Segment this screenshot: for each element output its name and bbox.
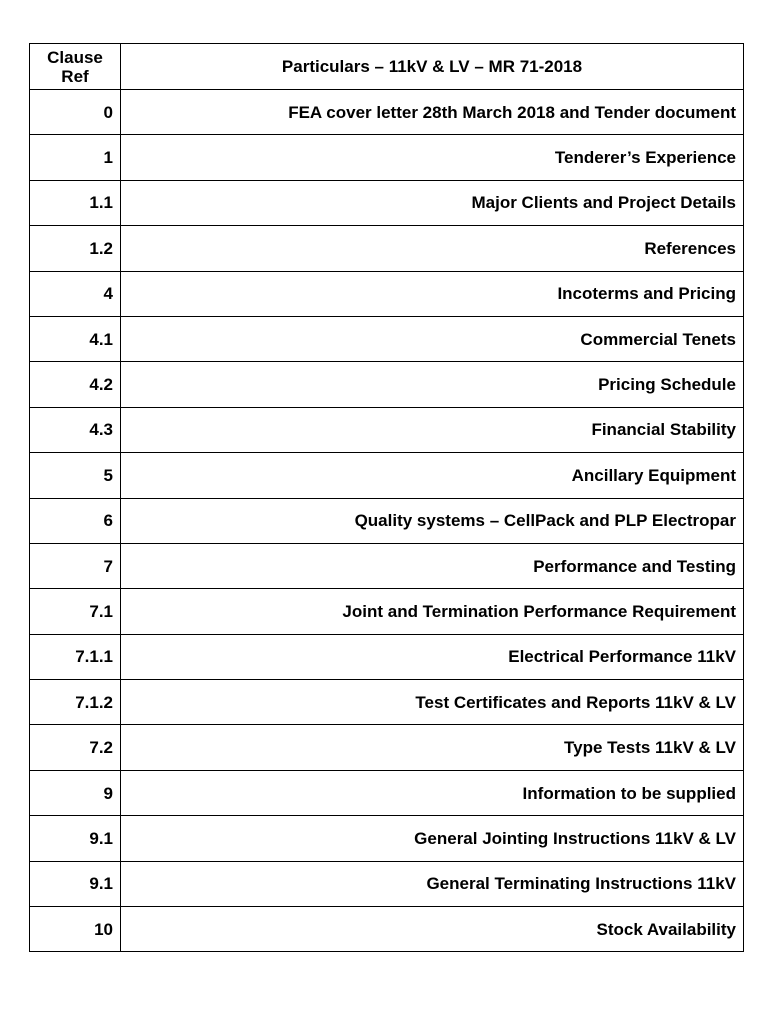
particulars-cell: Financial Stability [121,407,744,452]
table-row [30,498,744,543]
clause-ref-cell: 1.2 [30,226,121,271]
clause-ref-cell: 10 [30,907,121,952]
clause-ref-cell: 0 [30,90,121,135]
clause-ref-header-line2: Ref [61,66,89,86]
particulars-cell: General Terminating Instructions 11kV [121,861,744,906]
clause-table [29,43,744,952]
particulars-cell: FEA cover letter 28th March 2018 and Tender document [121,90,744,135]
table-row [30,362,744,407]
clause-ref-cell: 7.1.1 [30,634,121,679]
particulars-cell: Pricing Schedule [121,362,744,407]
table-body [30,90,744,952]
particulars-cell: Type Tests 11kV & LV [121,725,744,770]
table-row [30,634,744,679]
clause-ref-cell: 4.1 [30,316,121,361]
clause-ref-cell: 7 [30,543,121,588]
table-row [30,271,744,316]
particulars-cell: References [121,226,744,271]
particulars-cell: Performance and Testing [121,543,744,588]
table-row [30,725,744,770]
clause-ref-cell: 6 [30,498,121,543]
table-row [30,453,744,498]
particulars-cell: Joint and Termination Performance Requirement [121,589,744,634]
table-row [30,861,744,906]
particulars-cell: General Jointing Instructions 11kV & LV [121,816,744,861]
clause-ref-cell: 9.1 [30,861,121,906]
particulars-cell: Information to be supplied [121,770,744,815]
clause-ref-cell: 4.2 [30,362,121,407]
table-row [30,907,744,952]
clause-ref-cell: 7.2 [30,725,121,770]
table-header-row [30,44,744,90]
table-row [30,816,744,861]
clause-ref-header [30,44,121,90]
table-row [30,90,744,135]
clause-ref-cell: 7.1.2 [30,680,121,725]
clause-ref-cell: 4.3 [30,407,121,452]
particulars-cell: Major Clients and Project Details [121,180,744,225]
clause-ref-cell: 5 [30,453,121,498]
table-row [30,589,744,634]
particulars-header: Particulars – 11kV & LV – MR 71-2018 [121,44,744,90]
particulars-cell: Electrical Performance 11kV [121,634,744,679]
table-row [30,770,744,815]
particulars-cell: Quality systems – CellPack and PLP Electropar [121,498,744,543]
table-row [30,226,744,271]
table-row [30,407,744,452]
clause-ref-cell: 9 [30,770,121,815]
particulars-cell: Tenderer’s Experience [121,135,744,180]
table-row [30,543,744,588]
particulars-cell: Stock Availability [121,907,744,952]
clause-ref-header-line1: Clause [47,47,103,67]
particulars-cell: Test Certificates and Reports 11kV & LV [121,680,744,725]
clause-ref-cell: 4 [30,271,121,316]
clause-ref-cell: 9.1 [30,816,121,861]
particulars-cell: Ancillary Equipment [121,453,744,498]
clause-ref-cell: 1.1 [30,180,121,225]
particulars-cell: Incoterms and Pricing [121,271,744,316]
table-row [30,316,744,361]
table-row [30,680,744,725]
table-row [30,180,744,225]
clause-ref-cell: 7.1 [30,589,121,634]
clause-ref-cell: 1 [30,135,121,180]
particulars-cell: Commercial Tenets [121,316,744,361]
table-row [30,135,744,180]
